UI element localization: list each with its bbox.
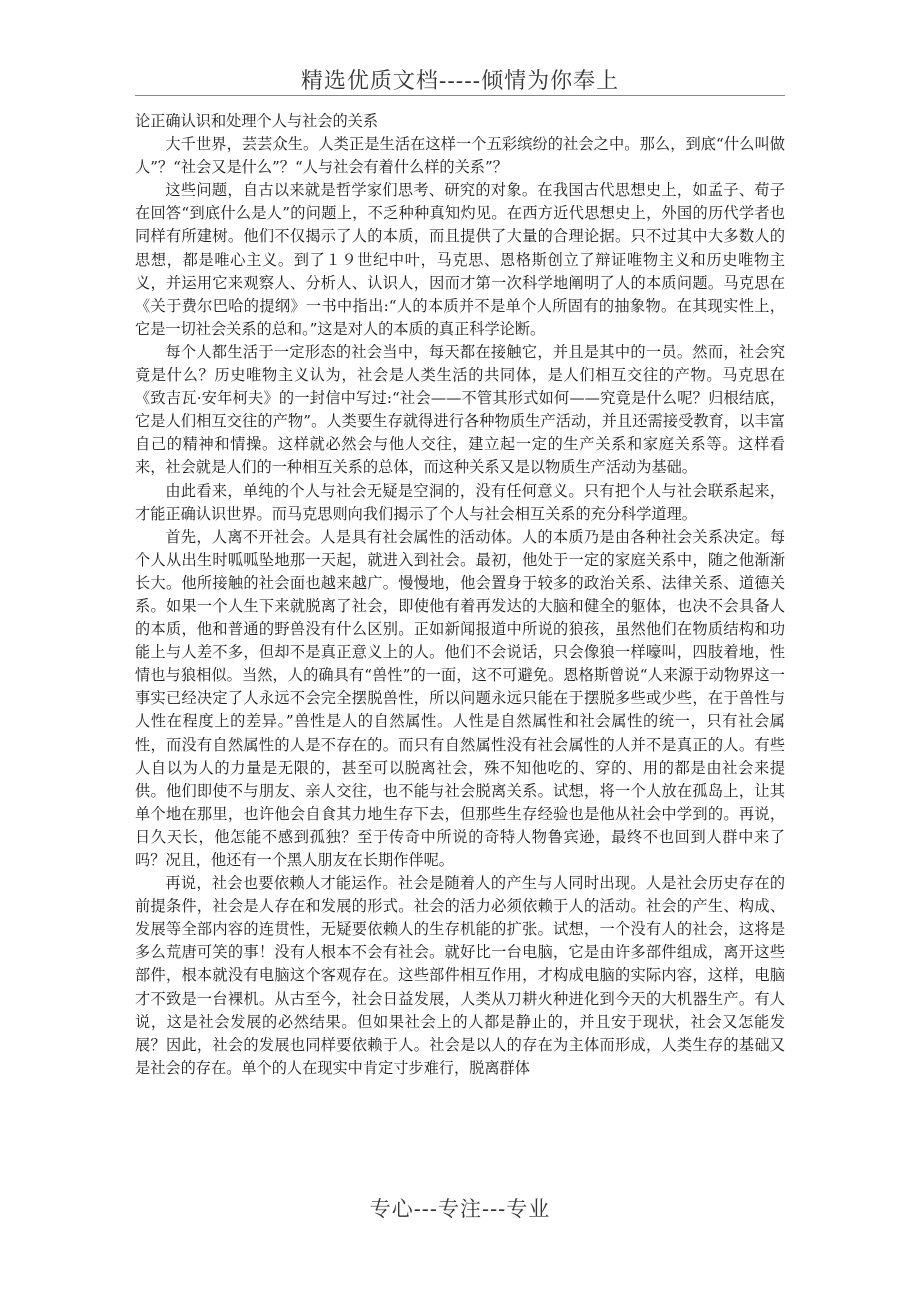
paragraph-4: 由此看来，单纯的个人与社会无疑是空洞的，没有任何意义。只有把个人与社会联系起来，才能正确认识世界。而马克思则向我们揭示了个人与社会相互关系的充分科学道理。 [135, 481, 785, 523]
paragraph-6: 再说，社会也要依赖人才能运作。社会是随着人的产生与人同时出现。人是社会历史存在的前提条件，社会是人存在和发展的形式。社会的活力必须依赖于人的活动。社会的产生、构成、发展等全部内容的连贯性，无疑要依赖人的生存机能的扩张。试想，一个没有人的社会，这将是多么荒唐可笑的事！没有人根本不会有社会。就好比一台电脑，它是由许多部件组成，离开这些部件，根本就没有电脑这个客观存在。这些部件相互作用，才构成电脑的实际内容，这样，电脑才不致是一台裸机。从古至今，社会日益发展，人类从刀耕火种进化到今天的大机器生产。有人说，这是社会发展的必然结果。但如果社会上的人都是静止的，并且安于现状，社会又怎能发展？因此，社会的发展也同样要依赖于人。社会是以人的存在为主体而形成，人类生存的基础又是社会的存在。单个的人在现实中肯定寸步难行，脱离群体 [135, 874, 785, 1077]
paragraph-5: 首先，人离不开社会。人是具有社会属性的活动体。人的本质乃是由各种社会关系决定。每个人从出生时呱呱坠地那一天起，就进入到社会。最初，他处于一定的家庭关系中，随之他渐渐长大。他所接触的社会面也越来越广。慢慢地，他会置身于较多的政治关系、法律关系、道德关系。如果一个人生下来就脱离了社会，即使他有着再发达的大脑和健全的躯体，也决不会具备人的本质，他和普通的野兽没有什么区别。正如新闻报道中所说的狼孩，虽然他们在物质结构和功能上与人差不多，但却不是真正意义上的人。他们不会说话，只会像狼一样嚎叫，四肢着地，性情也与狼相似。当然，人的确具有“兽性”的一面，这不可避免。恩格斯曾说“人来源于动物界这一事实已经决定了人永远不会完全摆脱兽性，所以问题永远只能在于摆脱多些或少些，在于兽性与人性在程度上的差异。”兽性是人的自然属性。人性是自然属性和社会属性的统一，只有社会属性，而没有自然属性的人是不存在的。而只有自然属性没有社会属性的人并不是真正的人。有些人自以为人的力量是无限的，甚至可以脱离社会，殊不知他吃的、穿的、用的都是由社会来提供。他们即使不与朋友、亲人交往，也不能与社会脱离关系。试想，将一个人放在孤岛上，让其单个地在那里，也许他会自食其力地生存下去，但那些生存经验也是他从社会中学到的。再说，日久天长，他怎能不感到孤独？至于传奇中所说的奇特人物鲁宾逊，最终不也回到人群中来了吗？况且，他还有一个黑人朋友在长期作伴呢。 [135, 527, 785, 869]
paragraph-2: 这些问题，自古以来就是哲学家们思考、研究的对象。在我国古代思想史上，如孟子、荀子在回答“到底什么是人”的问题上，不乏种种真知灼见。在西方近代思想史上，外国的历代学者也同样有所建树。他们不仅揭示了人的本质，而且提供了大量的合理论据。只不过其中大多数人的思想，都是唯心主义。到了１９世纪中叶，马克思、恩格斯创立了辩证唯物主义和历史唯物主义，并运用它来观察人、分析人、认识人，因而才第一次科学地阐明了人的本质问题。马克思在《关于费尔巴哈的提纲》一书中指出:“人的本质并不是单个人所固有的抽象物。在其现实性上，它是一切社会关系的总和。”这是对人的本质的真正科学论断。 [135, 181, 785, 338]
document-body [135, 110, 785, 1080]
page-footer: 专心---专注---专业 [369, 1197, 551, 1221]
document-title: 论正确认识和处理个人与社会的关系 [135, 112, 378, 130]
page-header: 精选优质文档-----倾情为你奉上 [300, 69, 620, 94]
paragraph-3: 每个人都生活于一定形态的社会当中，每天都在接触它，并且是其中的一员。然而，社会究竟是什么？历史唯物主义认为，社会是人类生活的共同体，是人们相互交往的产物。马克思在《致吉瓦·安年柯夫》的一封信中写过:“社会——不管其形式如何——究竟是什么呢？归根结底，它是人们相互交往的产物”。人类要生存就得进行各种物质生产活动，并且还需接受教育，以丰富自己的精神和情操。这样就必然会与他人交往，建立起一定的生产关系和家庭关系等。这样看来，社会就是人们的一种相互关系的总体，而这种关系又是以物质生产活动为基础。 [135, 342, 785, 477]
paragraph-1: 大千世界，芸芸众生。人类正是生活在这样一个五彩缤纷的社会之中。那么，到底“什么叫做人”？“社会又是什么”？“人与社会有着什么样的关系”？ [135, 135, 785, 177]
header-divider [135, 95, 785, 96]
